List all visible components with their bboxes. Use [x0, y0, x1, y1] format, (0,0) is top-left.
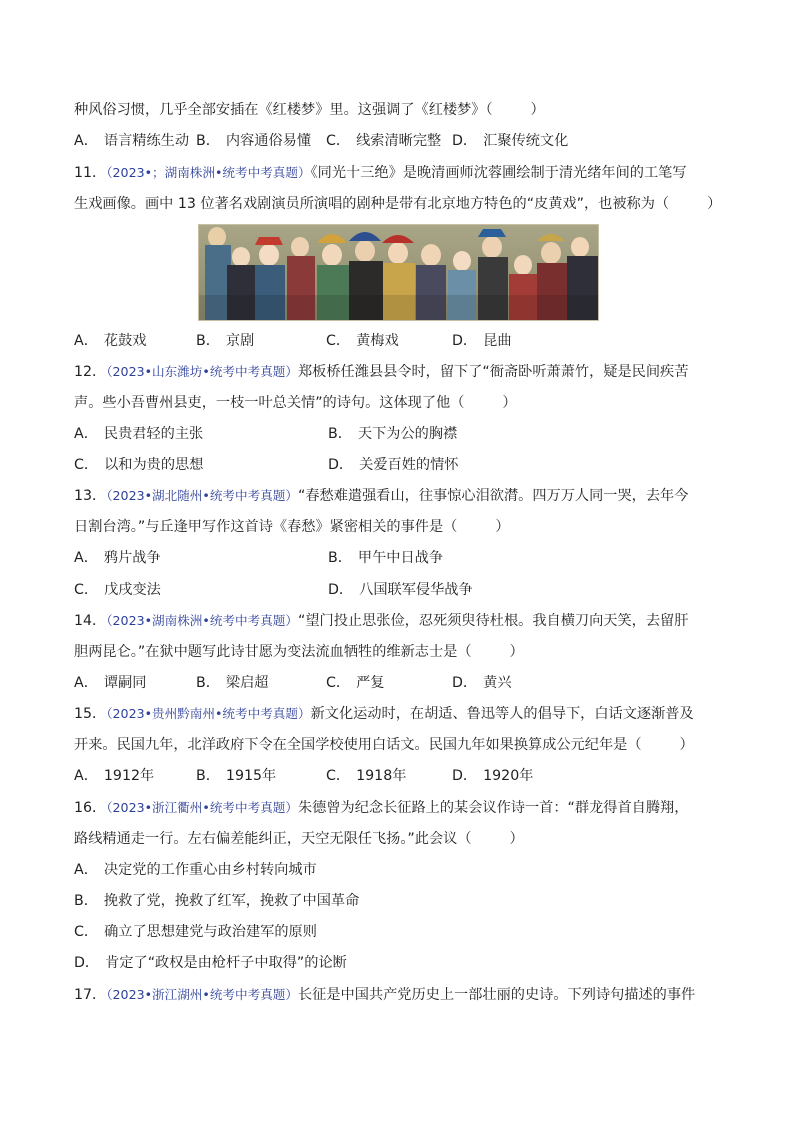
- q13-option-c: C． 戊戌变法: [74, 582, 161, 598]
- q14-option-c: C． 严复: [326, 675, 385, 691]
- q11-number: 11．: [74, 165, 107, 181]
- q12-line-2: 声。些小吾曹州县吏，一枝一叶总关情”的诗句。这体现了他（ ）: [74, 395, 517, 411]
- q14-line-2: 胆两昆仑。”在狱中题写此诗甘愿为变法流血牺牲的维新志士是（ ）: [74, 644, 524, 660]
- q13-line-2: 日割台湾。”与丘逢甲写作这首诗《春愁》紧密相关的事件是（ ）: [74, 519, 510, 535]
- q10-close: ）: [530, 102, 545, 118]
- q11-option-c: C． 黄梅戏: [326, 333, 399, 349]
- q15-option-b: B． 1915年: [196, 768, 277, 784]
- q17-line-1: 17．（2023•浙江湖州•统考中考真题）长征是中国共产党历史上一部壮丽的史诗。下列诗句描述的事件: [74, 987, 696, 1003]
- q10-option-b: B． 内容通俗易懂: [196, 133, 312, 149]
- q12-option-b: B． 天下为公的胸襟: [328, 426, 458, 442]
- q14-option-a: A． 谭嗣同: [74, 675, 147, 691]
- q13-option-b: B． 甲午中日战争: [328, 550, 444, 566]
- q15-line-1: 15．（2023•贵州黔南州•统考中考真题）新文化运动时，在胡适、鲁迅等人的倡导下，白话文逐渐普及: [74, 706, 694, 722]
- q16-option-c: C． 确立了思想建党与政治建军的原则: [74, 924, 317, 940]
- q12-option-a: A． 民贵君轻的主张: [74, 426, 204, 442]
- q10-text: 种风俗习惯，几乎全部安插在《红楼梦》里。这强调了《红楼梦》（: [74, 102, 493, 118]
- q14-line-1: 14．（2023•湖南株洲•统考中考真题）“望门投止思张俭，忍死须臾待杜根。我自横刀向天笑，去留肝: [74, 613, 689, 629]
- q16-line-2: 路线精通走一行。左右偏差能纠正，天空无限任飞扬。”此会议（ ）: [74, 831, 524, 847]
- q12-option-c: C． 以和为贵的思想: [74, 457, 204, 473]
- q11-line-1: 11．（2023•；湖南株洲•统考中考真题）《同光十三绝》是晚清画师沈蓉圃绘制于清光绪年间的工笔写: [74, 165, 687, 181]
- q10-option-d: D． 汇聚传统文化: [452, 133, 569, 149]
- q16-option-b: B． 挽救了党，挽救了红军，挽救了中国革命: [74, 893, 360, 909]
- q16-option-d: D． 肯定了“政权是由枪杆子中取得”的论断: [74, 955, 347, 971]
- q14-option-b: B． 梁启超: [196, 675, 269, 691]
- q14-option-d: D． 黄兴: [452, 675, 512, 691]
- q15-option-a: A． 1912年: [74, 768, 155, 784]
- q10-line: [74, 100, 545, 120]
- q13-option-a: A． 鸦片战争: [74, 550, 161, 566]
- q13-line-1: 13．（2023•湖北随州•统考中考真题）“春愁难遣强看山，往事惊心泪欲潸。四万万人同一哭，去年今: [74, 488, 689, 504]
- q11-option-d: D． 昆曲: [452, 333, 512, 349]
- opera-painting-illustration: [199, 225, 598, 320]
- q10-option-a: A． 语言精练生动: [74, 133, 190, 149]
- q13-option-d: D． 八国联军侵华战争: [328, 582, 473, 598]
- q11-source: （2023•；湖南株洲•统考中考真题）: [106, 165, 311, 180]
- q12-option-d: D． 关爱百姓的情怀: [328, 457, 459, 473]
- q15-option-d: D． 1920年: [452, 768, 534, 784]
- q11-option-b: B． 京剧: [196, 333, 255, 349]
- q16-line-1: 16．（2023•浙江衢州•统考中考真题）朱德曾为纪念长征路上的某会议作诗一首：“群龙得首自腾翔，: [74, 800, 689, 816]
- q10-option-c: C． 线索清晰完整: [326, 133, 442, 149]
- q12-line-1: 12．（2023•山东潍坊•统考中考真题）郑板桥任潍县县令时，留下了“衙斋卧听萧萧竹，疑是民间疾苦: [74, 364, 689, 380]
- q15-option-c: C． 1918年: [326, 768, 407, 784]
- q15-line-2: 开来。民国九年，北洋政府下令在全国学校使用白话文。民国九年如果换算成公元纪年是（ ）: [74, 737, 694, 753]
- q16-option-a: A． 决定党的工作重心由乡村转向城市: [74, 862, 317, 878]
- q11-line-2: 生戏画像。画中 13 位著名戏剧演员所演唱的剧种是带有北京地方特色的“皮黄戏”，也被称为（ ）: [74, 196, 722, 212]
- q11-option-a: A． 花鼓戏: [74, 333, 147, 349]
- opera-painting-image: [198, 224, 599, 321]
